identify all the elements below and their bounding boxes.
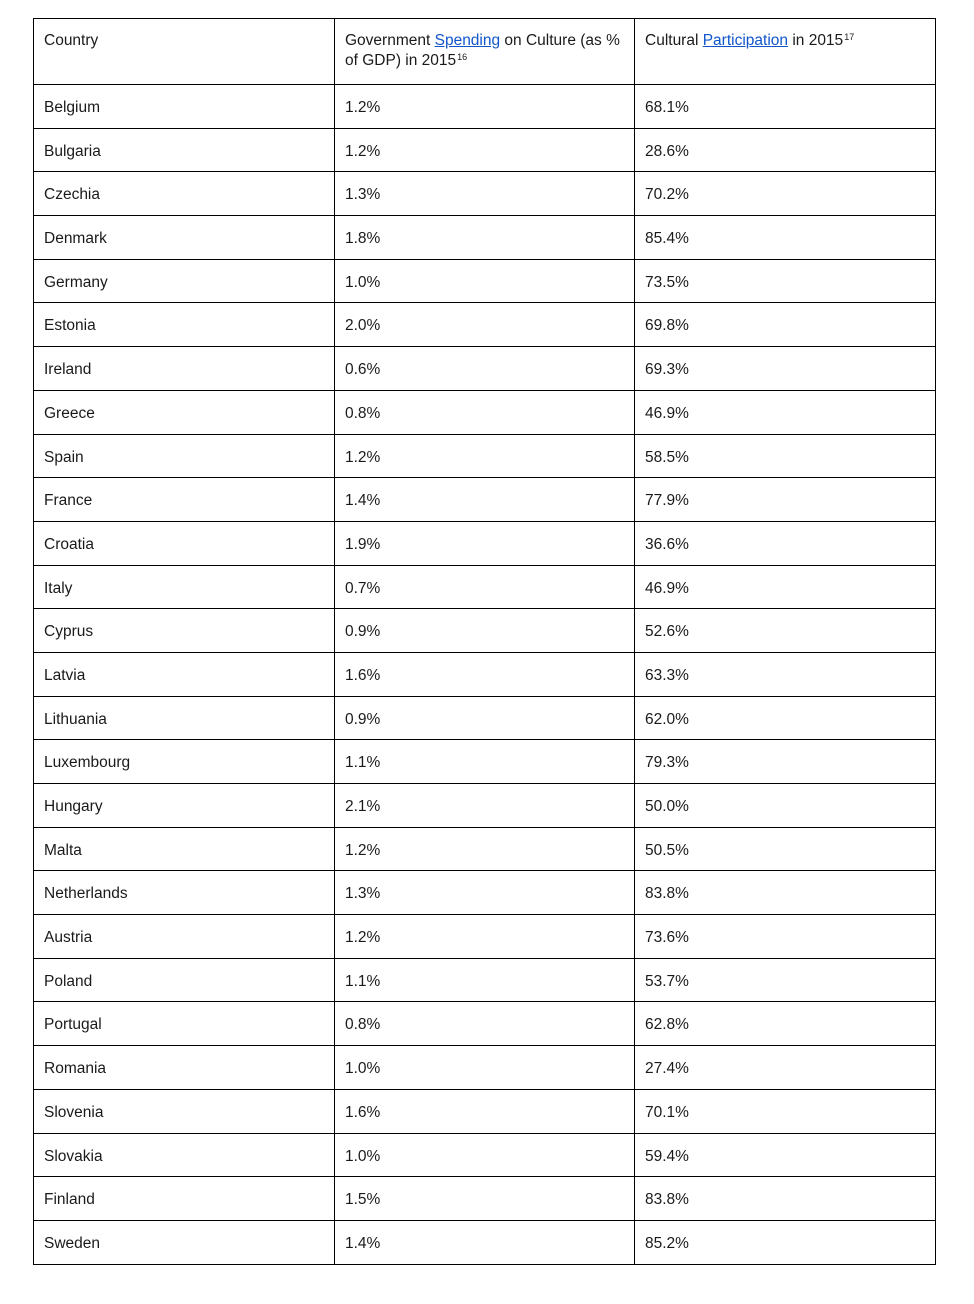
cell-country: France <box>34 478 335 522</box>
header-participation-post: in 2015 <box>788 32 844 49</box>
table-row <box>34 1177 936 1221</box>
cell-spending: 0.7% <box>335 565 635 609</box>
footnote-16[interactable]: 16 <box>457 52 468 62</box>
table-row <box>34 1220 936 1264</box>
cell-country: Hungary <box>34 784 335 828</box>
header-spending-pre: Government <box>345 32 435 49</box>
cell-spending: 1.2% <box>335 434 635 478</box>
table-body <box>34 85 936 1265</box>
table-row <box>34 915 936 959</box>
table-row <box>34 871 936 915</box>
header-row <box>34 19 936 85</box>
cell-spending: 2.0% <box>335 303 635 347</box>
cell-spending: 2.1% <box>335 784 635 828</box>
table-row <box>34 740 936 784</box>
cell-country: Italy <box>34 565 335 609</box>
cell-spending: 1.2% <box>335 915 635 959</box>
cell-spending: 1.8% <box>335 216 635 260</box>
table-row <box>34 609 936 653</box>
cell-participation: 85.4% <box>635 216 936 260</box>
cell-country: Bulgaria <box>34 128 335 172</box>
table-header <box>34 19 936 85</box>
table-row <box>34 434 936 478</box>
table-row <box>34 85 936 129</box>
cell-country: Czechia <box>34 172 335 216</box>
cell-country: Malta <box>34 827 335 871</box>
cell-participation: 83.8% <box>635 871 936 915</box>
table-row <box>34 827 936 871</box>
cell-spending: 1.2% <box>335 827 635 871</box>
cell-spending: 1.5% <box>335 1177 635 1221</box>
cell-spending: 1.2% <box>335 85 635 129</box>
cell-participation: 77.9% <box>635 478 936 522</box>
cell-participation: 50.5% <box>635 827 936 871</box>
cell-country: Germany <box>34 259 335 303</box>
table-row <box>34 303 936 347</box>
cell-country: Belgium <box>34 85 335 129</box>
participation-link[interactable]: Participation <box>702 32 789 49</box>
cell-participation: 70.1% <box>635 1089 936 1133</box>
table-row <box>34 652 936 696</box>
table-row <box>34 128 936 172</box>
cell-spending: 1.4% <box>335 1220 635 1264</box>
table-row <box>34 390 936 434</box>
cell-country: Portugal <box>34 1002 335 1046</box>
cell-country: Sweden <box>34 1220 335 1264</box>
cell-participation: 50.0% <box>635 784 936 828</box>
cell-country: Cyprus <box>34 609 335 653</box>
cell-country: Ireland <box>34 347 335 391</box>
cell-participation: 69.8% <box>635 303 936 347</box>
header-participation-pre: Cultural <box>645 32 703 49</box>
header-spending <box>335 19 635 85</box>
cell-country: Denmark <box>34 216 335 260</box>
table-row <box>34 347 936 391</box>
header-country-label: Country <box>44 32 99 49</box>
cell-spending: 0.8% <box>335 390 635 434</box>
cell-participation: 52.6% <box>635 609 936 653</box>
cell-participation: 53.7% <box>635 958 936 1002</box>
cell-participation: 85.2% <box>635 1220 936 1264</box>
table-row <box>34 1133 936 1177</box>
cell-participation: 46.9% <box>635 390 936 434</box>
cell-spending: 1.4% <box>335 478 635 522</box>
cell-participation: 68.1% <box>635 85 936 129</box>
spending-link[interactable]: Spending <box>434 32 501 49</box>
cell-country: Austria <box>34 915 335 959</box>
table-row <box>34 259 936 303</box>
cell-spending: 1.3% <box>335 871 635 915</box>
cell-country: Estonia <box>34 303 335 347</box>
cell-participation: 70.2% <box>635 172 936 216</box>
table-row <box>34 478 936 522</box>
cell-participation: 36.6% <box>635 521 936 565</box>
table-row <box>34 521 936 565</box>
cell-participation: 62.8% <box>635 1002 936 1046</box>
cell-spending: 1.1% <box>335 958 635 1002</box>
cell-participation: 28.6% <box>635 128 936 172</box>
cell-participation: 62.0% <box>635 696 936 740</box>
culture-data-table <box>33 18 936 1265</box>
table-row <box>34 1002 936 1046</box>
cell-participation: 69.3% <box>635 347 936 391</box>
cell-spending: 0.8% <box>335 1002 635 1046</box>
table-row <box>34 216 936 260</box>
cell-country: Poland <box>34 958 335 1002</box>
cell-spending: 1.0% <box>335 1133 635 1177</box>
cell-spending: 0.9% <box>335 609 635 653</box>
cell-spending: 1.6% <box>335 652 635 696</box>
cell-participation: 63.3% <box>635 652 936 696</box>
cell-spending: 1.9% <box>335 521 635 565</box>
cell-country: Lithuania <box>34 696 335 740</box>
cell-spending: 1.0% <box>335 259 635 303</box>
cell-country: Netherlands <box>34 871 335 915</box>
cell-spending: 1.1% <box>335 740 635 784</box>
cell-country: Slovakia <box>34 1133 335 1177</box>
cell-participation: 73.5% <box>635 259 936 303</box>
cell-participation: 73.6% <box>635 915 936 959</box>
table-row <box>34 784 936 828</box>
cell-country: Latvia <box>34 652 335 696</box>
cell-spending: 1.0% <box>335 1046 635 1090</box>
header-spending-post: on Culture (as % of GDP) in 2015 <box>345 32 620 69</box>
cell-country: Luxembourg <box>34 740 335 784</box>
cell-participation: 46.9% <box>635 565 936 609</box>
cell-country: Spain <box>34 434 335 478</box>
cell-spending: 1.6% <box>335 1089 635 1133</box>
cell-country: Slovenia <box>34 1089 335 1133</box>
table-row <box>34 696 936 740</box>
cell-spending: 1.2% <box>335 128 635 172</box>
table-row <box>34 1089 936 1133</box>
cell-participation: 58.5% <box>635 434 936 478</box>
table-row <box>34 958 936 1002</box>
header-participation <box>635 19 936 85</box>
cell-spending: 1.3% <box>335 172 635 216</box>
table-row <box>34 1046 936 1090</box>
cell-country: Greece <box>34 390 335 434</box>
cell-spending: 0.6% <box>335 347 635 391</box>
header-country <box>34 19 335 85</box>
cell-participation: 79.3% <box>635 740 936 784</box>
cell-participation: 83.8% <box>635 1177 936 1221</box>
footnote-17[interactable]: 17 <box>844 32 855 42</box>
cell-country: Finland <box>34 1177 335 1221</box>
table-row <box>34 565 936 609</box>
cell-participation: 59.4% <box>635 1133 936 1177</box>
cell-participation: 27.4% <box>635 1046 936 1090</box>
table-row <box>34 172 936 216</box>
cell-country: Romania <box>34 1046 335 1090</box>
cell-spending: 0.9% <box>335 696 635 740</box>
cell-country: Croatia <box>34 521 335 565</box>
